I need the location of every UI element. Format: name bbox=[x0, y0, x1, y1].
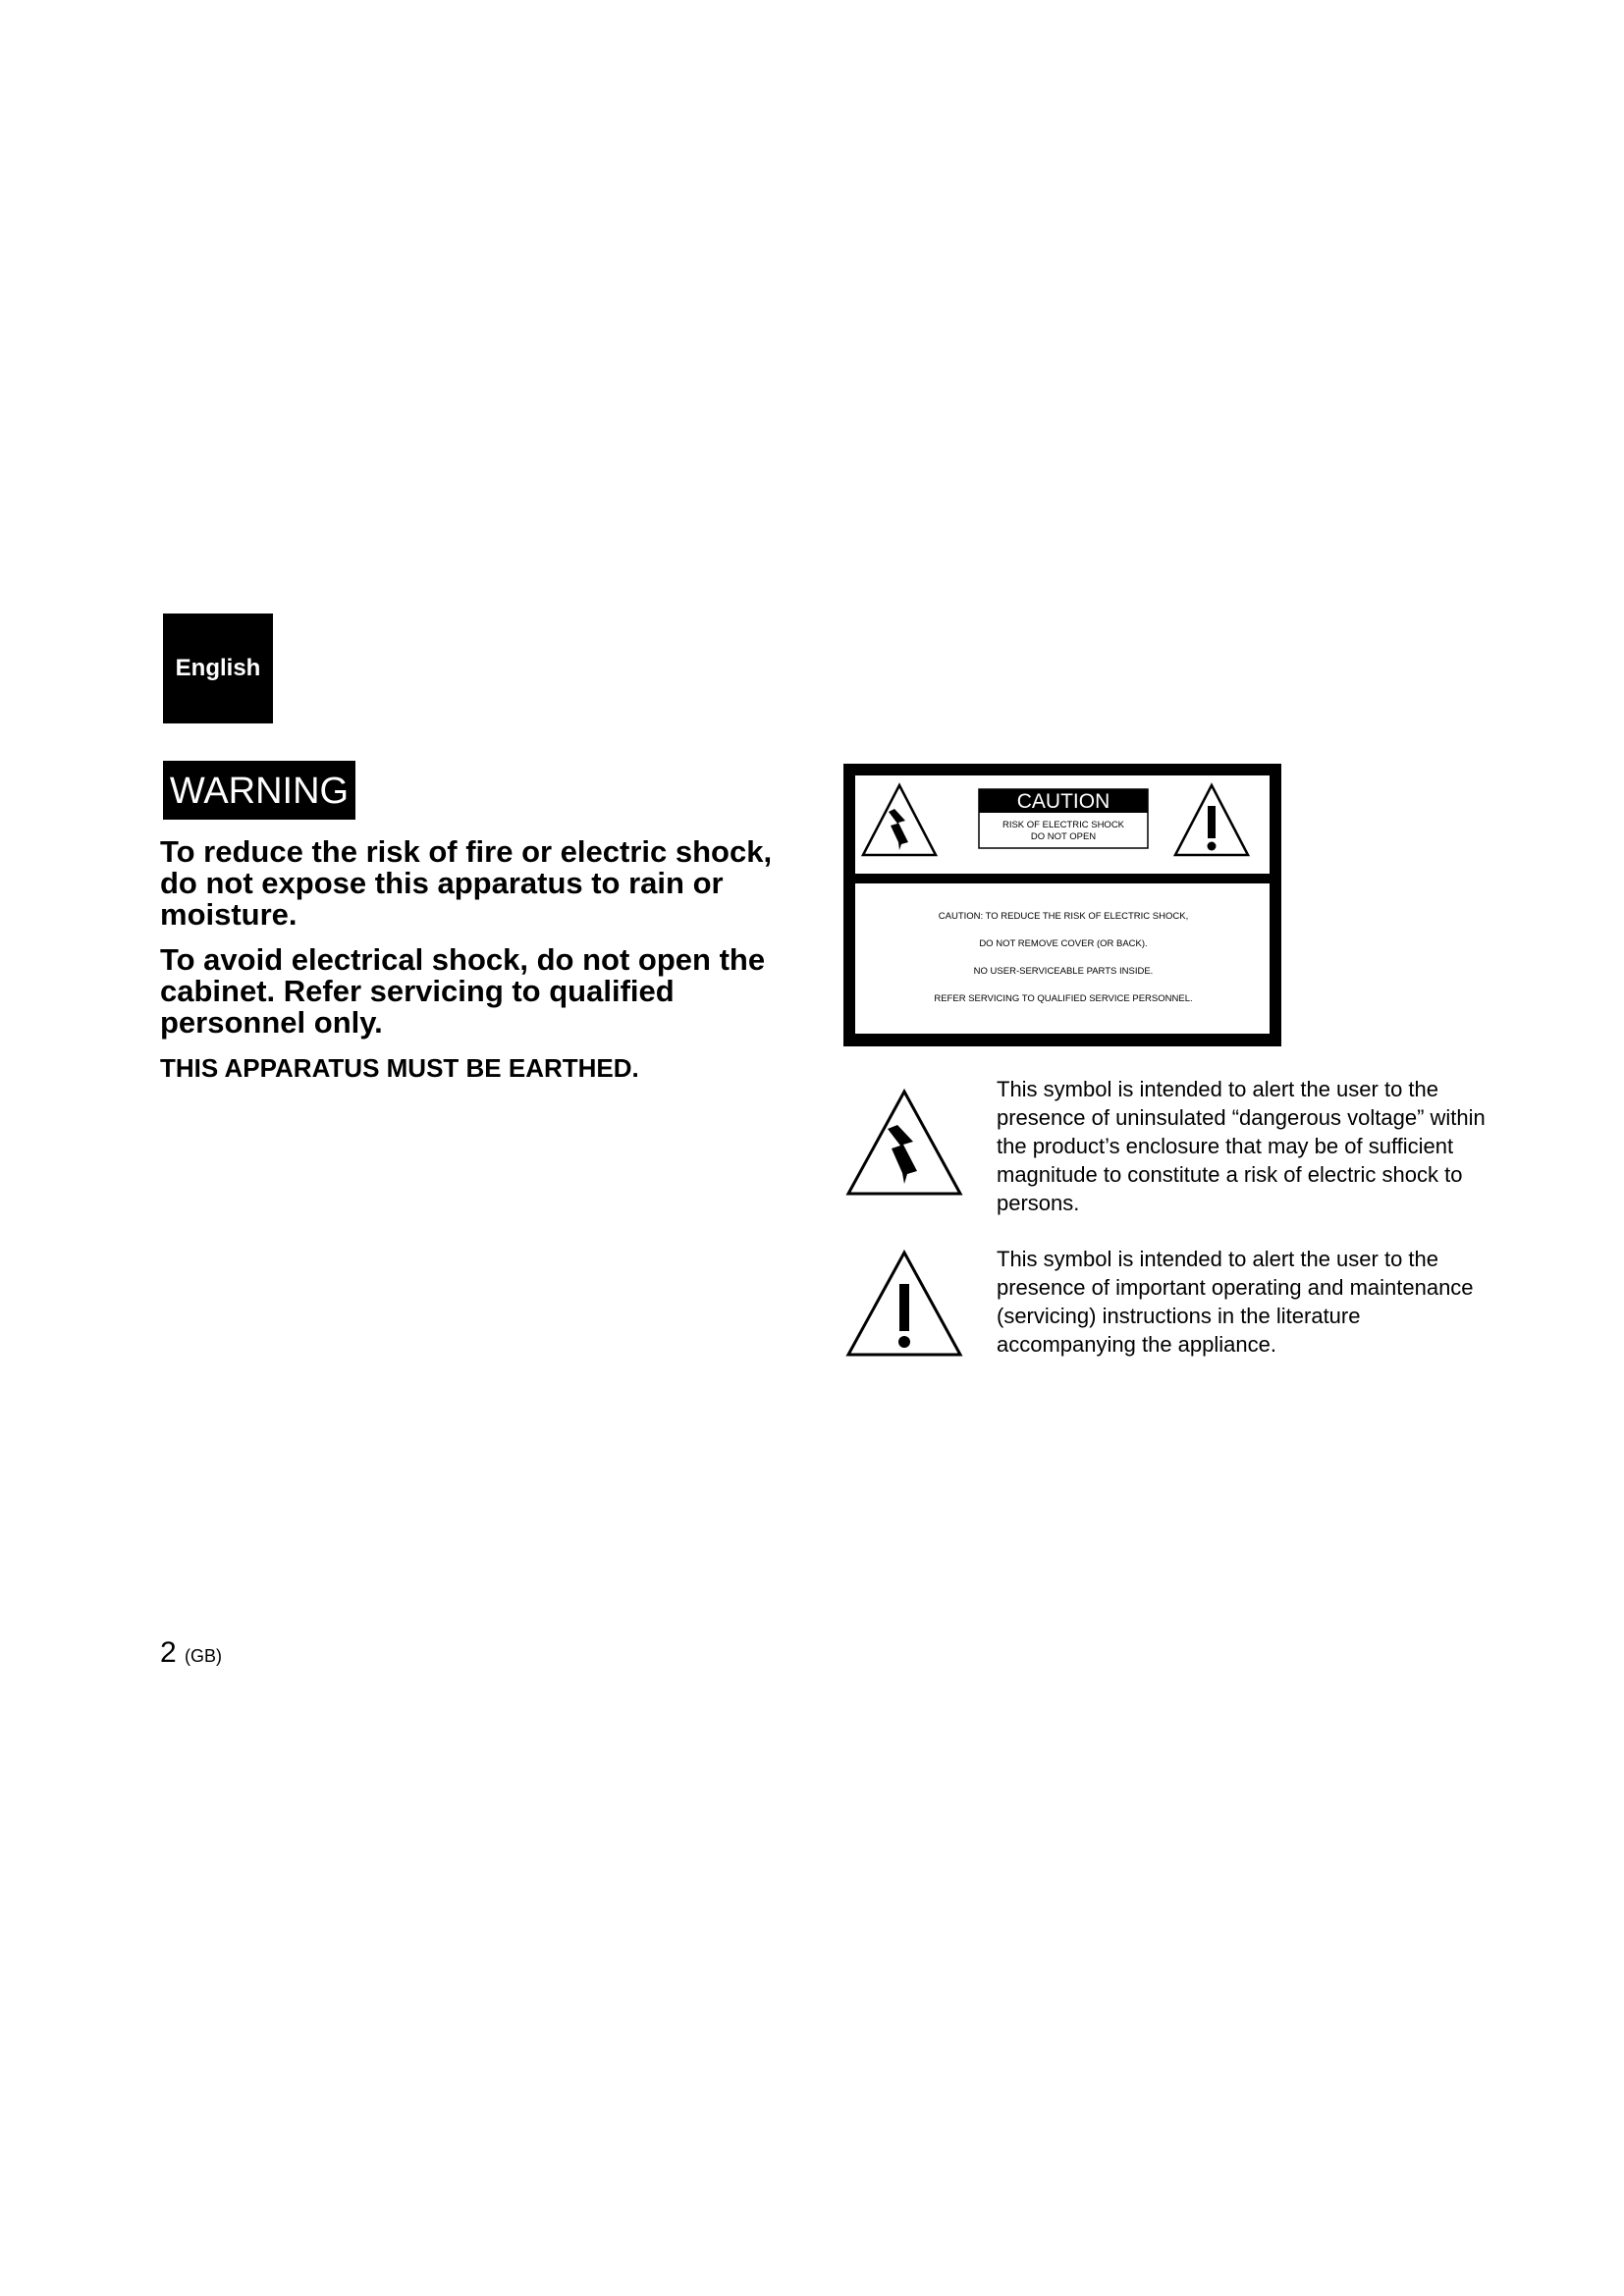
warning-paragraph-shock: To avoid electrical shock, do not open the cabinet. Refer servicing to qualified personnel only. bbox=[160, 942, 766, 1040]
caution-sub-line-1: RISK OF ELECTRIC SHOCK bbox=[1001, 820, 1125, 830]
caution-body-line-3: NO USER-SERVICEABLE PARTS INSIDE. bbox=[973, 966, 1154, 977]
symbol-description-instructions: This symbol is intended to alert the user to the presence of important operating and maintenance (servicing) instructions in the literature accompanying the appliance. bbox=[997, 1247, 1474, 1357]
language-tab-label: English bbox=[175, 655, 261, 681]
exclamation-triangle-icon bbox=[844, 1249, 964, 1359]
symbol-description-voltage: This symbol is intended to alert the user to the presence of uninsulated “dangerous voltage” within the product’s enclosure that may be of sufficient magnitude to constitute a risk of electric shock to persons. bbox=[997, 1077, 1486, 1215]
page-number bbox=[160, 1636, 222, 1670]
caution-body-line-4: REFER SERVICING TO QUALIFIED SERVICE PERSONNEL. bbox=[934, 993, 1193, 1004]
warning-paragraph-fire: To reduce the risk of fire or electric shock, do not expose this apparatus to rain or moisture. bbox=[160, 834, 773, 932]
page-number-suffix: (GB) bbox=[185, 1646, 223, 1666]
warning-badge bbox=[163, 761, 355, 820]
page-number-value: 2 bbox=[160, 1636, 177, 1669]
caution-title: CAUTION bbox=[1016, 790, 1110, 813]
caution-label bbox=[843, 764, 1281, 1046]
lightning-bolt-triangle-icon bbox=[844, 1088, 964, 1198]
caution-body-line-1: CAUTION: TO REDUCE THE RISK OF ELECTRIC SHOCK, bbox=[938, 911, 1189, 922]
warning-badge-label: WARNING bbox=[169, 770, 350, 812]
language-tab bbox=[163, 614, 273, 723]
caution-sub-line-2: DO NOT OPEN bbox=[1030, 831, 1097, 842]
warning-paragraph-earthed: THIS APPARATUS MUST BE EARTHED. bbox=[160, 1053, 639, 1083]
caution-body-line-2: DO NOT REMOVE COVER (OR BACK). bbox=[979, 938, 1148, 949]
